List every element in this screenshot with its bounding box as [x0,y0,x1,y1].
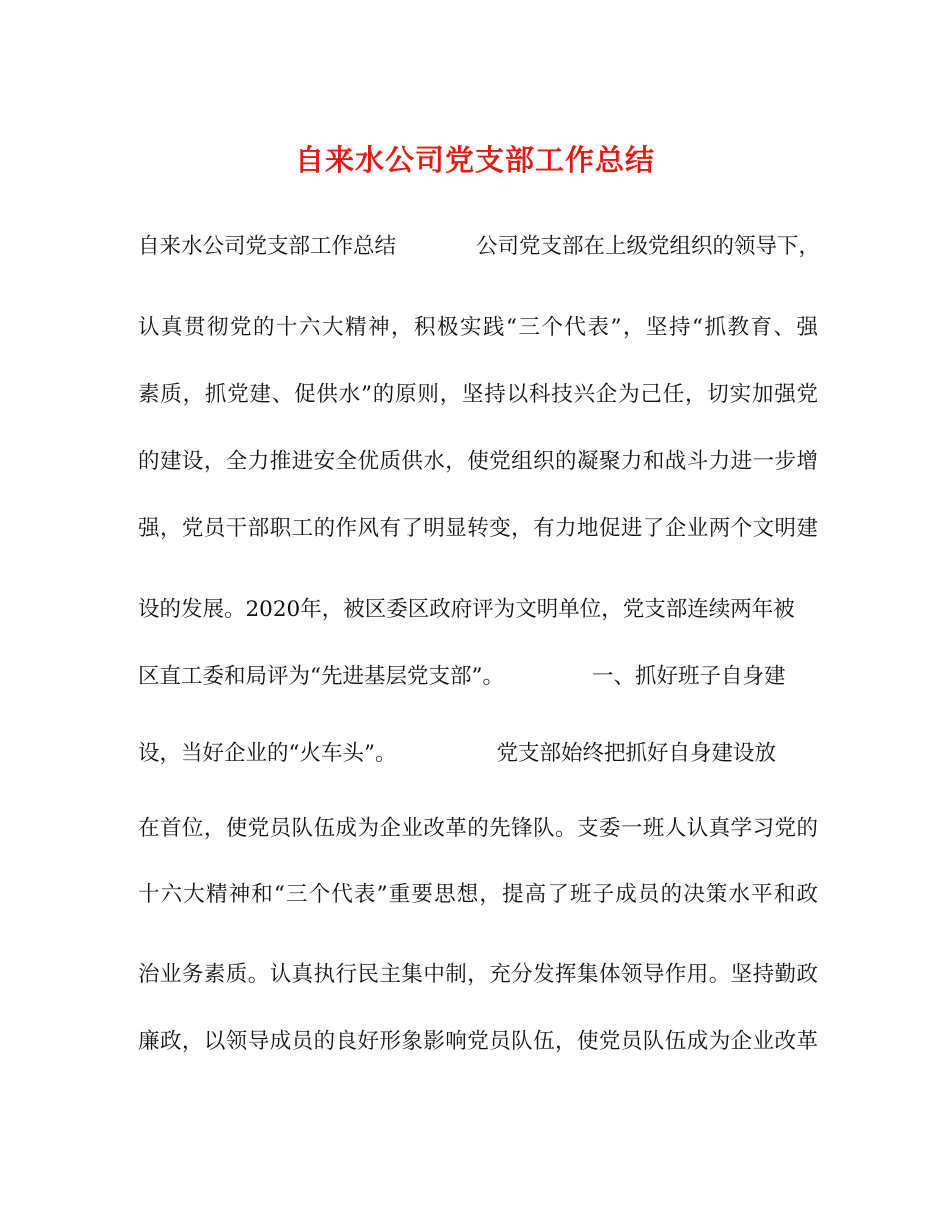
line-1-part-a: 自来水公司党支部工作总结 [138,234,397,259]
paragraph-line-2: 认真贯彻党的十六大精神，积极实践“三个代表”，坚持“抓教育、强 [138,315,818,340]
paragraph-line-9: 在首位，使党员队伍成为企业改革的先锋队。支委一班人认真学习党的 [138,816,818,841]
paragraph-line-11: 治业务素质。认真执行民主集中制，充分发挥集体领导作用。坚持勤政 [138,962,818,987]
paragraph-line-6: 设的发展。2020年，被区委区政府评为文明单位，党支部连续两年被 [138,597,795,622]
document-title: 自来水公司党支部工作总结 [294,143,655,177]
paragraph-line-3: 素质，抓党建、促供水”的原则，坚持以科技兴企为己任，切实加强党 [138,382,818,407]
paragraph-line-7 [138,662,818,692]
line-8-part-b: 党支部始终把抓好自身建设放 [496,741,776,766]
paragraph-line-10: 十六大精神和“三个代表”重要思想，提高了班子成员的决策水平和政 [138,882,818,907]
line-7-part-a: 区直工委和局评为“先进基层党支部”。 [138,664,504,689]
paragraph-line-1 [138,232,821,262]
line-8-part-a: 设，当好企业的“火车头”。 [138,741,397,766]
line-7-part-b: 一、抓好班子自身建 [592,664,786,689]
paragraph-line-12: 廉政，以领导成员的良好形象影响党员队伍，使党员队伍成为企业改革 [138,1029,818,1054]
paragraph-line-8 [138,739,818,769]
paragraph-line-4: 的建设，全力推进安全优质供水，使党组织的凝聚力和战斗力进一步增 [138,449,818,474]
paragraph-line-5: 强，党员干部职工的作风有了明显转变，有力地促进了企业两个文明建 [138,516,818,541]
line-1-part-b: 公司党支部在上级党组织的领导下， [476,234,821,259]
